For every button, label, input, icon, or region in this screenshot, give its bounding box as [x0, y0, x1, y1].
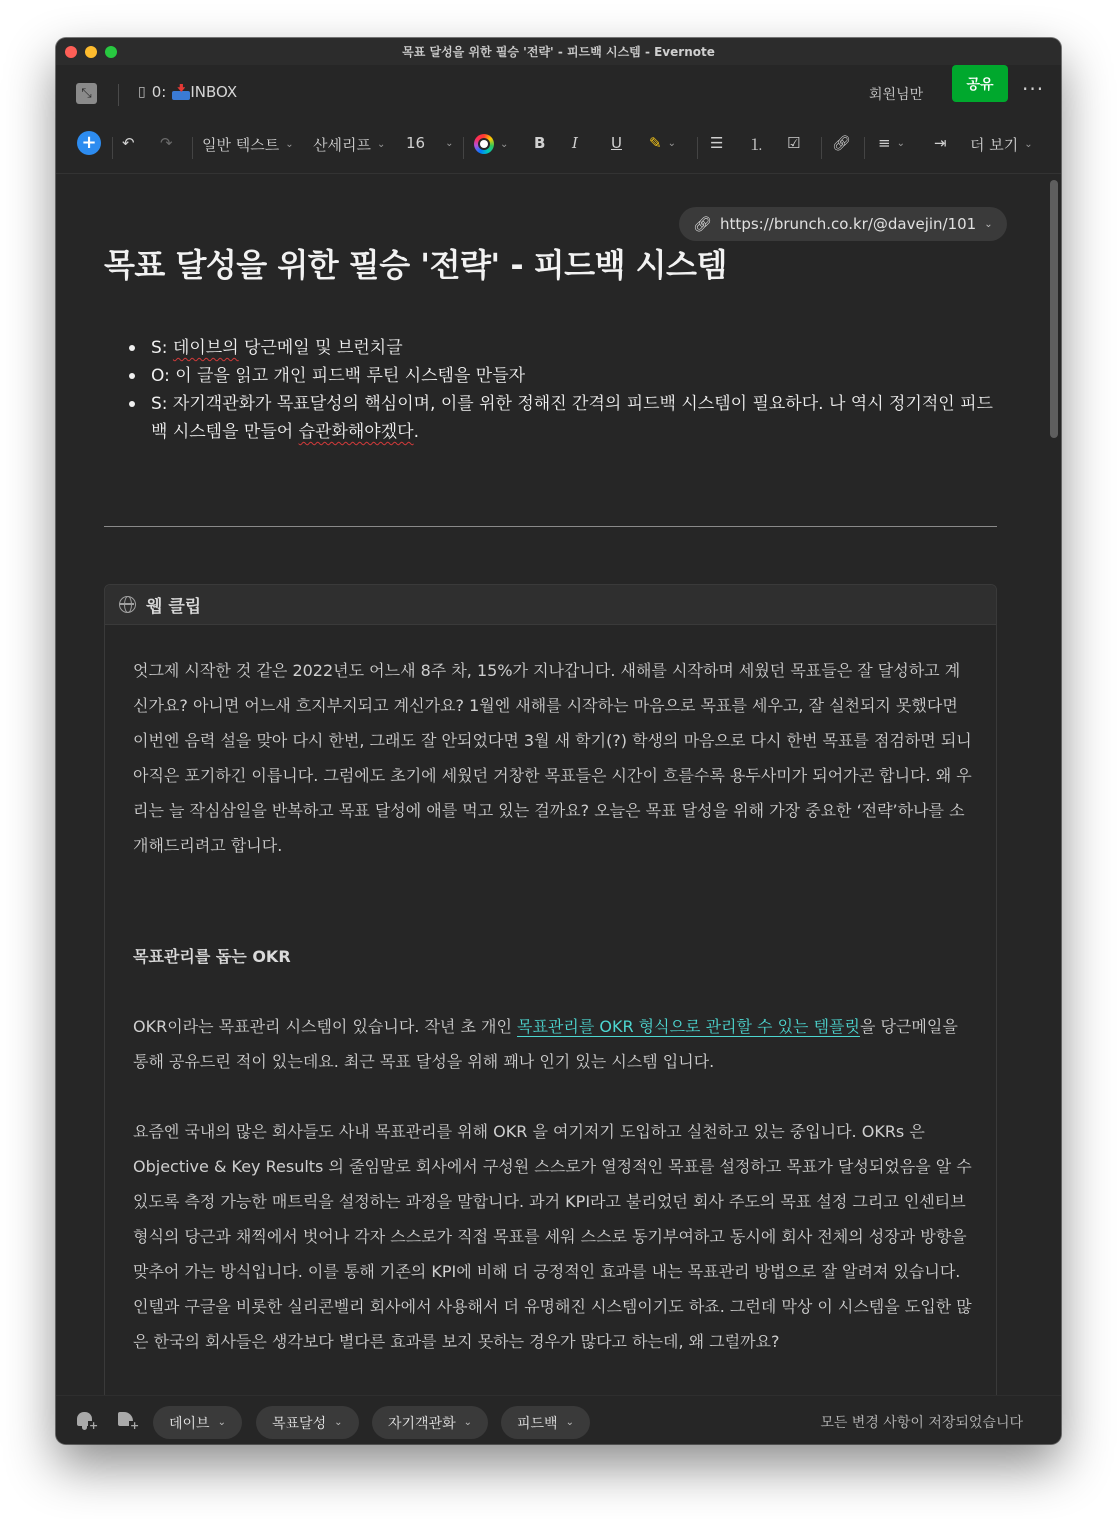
note-title[interactable]: 목표 달성을 위한 필승 '전략' - 피드백 시스템 [104, 246, 727, 284]
web-clip-content[interactable] [105, 625, 996, 1359]
checklist-icon[interactable]: ☑ [787, 134, 801, 152]
text-style-dropdown[interactable] [202, 134, 294, 155]
editor-scrollbar[interactable] [1050, 180, 1058, 438]
list-item[interactable] [128, 390, 1008, 446]
bold-icon[interactable]: B [534, 134, 546, 152]
note-editor[interactable] [56, 174, 1061, 1395]
indent-icon[interactable]: ⇥ [934, 134, 947, 152]
spacer [133, 1079, 972, 1114]
share-button[interactable]: 공유 [952, 65, 1008, 102]
chevron-down-icon: ⌄ [984, 218, 993, 230]
list-text: . [413, 422, 419, 442]
chevron-down-icon: ⌄ [500, 138, 509, 150]
summary-list [128, 334, 1008, 446]
tag-chip[interactable] [256, 1406, 359, 1439]
alignment-picker[interactable] [878, 134, 905, 152]
note-footer [56, 1395, 1061, 1444]
chevron-down-icon: ⌄ [667, 137, 676, 149]
text-style-value: 일반 텍스트 [202, 136, 280, 154]
tag-label: 피드백 [517, 1415, 558, 1432]
chevron-down-icon: ⌄ [285, 139, 294, 150]
close-window-button[interactable] [65, 46, 77, 58]
divider [864, 137, 865, 159]
italic-icon[interactable]: I [572, 134, 578, 152]
add-tag-icon[interactable]: + [116, 1411, 136, 1431]
tag-label: 목표달성 [272, 1415, 327, 1432]
tag-chip[interactable] [153, 1406, 242, 1439]
bullet-list-icon[interactable]: ☰ [710, 134, 724, 152]
title-bar [56, 38, 1061, 65]
globe-icon [119, 596, 136, 613]
divider [112, 137, 113, 159]
paragraph [133, 1009, 972, 1079]
divider [463, 137, 464, 159]
list-text: O: 이 글을 읽고 개인 피드백 루틴 시스템을 만들자 [151, 366, 526, 386]
zoom-window-button[interactable] [105, 46, 117, 58]
redo-icon[interactable]: ↷ [160, 134, 173, 152]
evernote-window [56, 38, 1061, 1444]
source-url: https://brunch.co.kr/@davejin/101 [720, 215, 977, 233]
paragraph: 요즘엔 국내의 많은 회사들도 사내 목표관리를 위해 OKR 을 여기저기 도입하고 실천하고 있는 중입니다. OKRs 은 Objective & Key Results 의 줄임말로 회사에서 구성원 스스로가 열정적인 목표를 설정하고 목표가 달성되었음을 알 수 있도록 측정 가능한 매트릭을 설정하는 과정을 말합니다. 과거 KPI라고 불리었던 회사 주도의 목표 설정 그리고 인센티브 형식의 당근과 채찍에서 벗어나 각자 스스로가 직접 목표를 세워 스스로 동기부여하고 동시에 회사 전체의 성장과 방향을 맞추어 가는 방식입니다. 이를 통해 기존의 KPI에 비해 더 긍정적인 효과를 내는 목표관리 방법으로 잘 알려져 있습니다. 인텔과 구글을 비롯한 실리콘벨리 회사에서 사용해서 더 유명해진 시스템이기도 하죠. 그런데 막상 이 시스템을 도입한 많은 한국의 회사들은 생각보다 별다른 효과를 보지 못하는 경우가 많다고 하는데, 왜 그럴까요? [133, 1122, 972, 1351]
notebook-selector[interactable] [138, 83, 237, 101]
undo-icon[interactable]: ↶ [122, 134, 135, 152]
save-status: 모든 변경 사항이 저장되었습니다 [820, 1415, 1023, 1431]
minimize-window-button[interactable] [85, 46, 97, 58]
misspelled-word: 습관화해야겠다 [298, 422, 414, 442]
divider [821, 137, 822, 159]
notebook-name: INBOX [190, 83, 238, 101]
web-clip-header[interactable] [105, 585, 996, 625]
window-title: 목표 달성을 위한 필승 '전략' - 피드백 시스템 - Evernote [402, 45, 715, 59]
chevron-down-icon: ⌄ [1024, 139, 1033, 150]
more-options-icon[interactable]: ··· [1022, 77, 1045, 101]
chevron-down-icon: ⌄ [565, 1417, 574, 1428]
list-text: S: 자기객관화가 목표달성의 핵심이며, 이를 위한 정해진 간격의 피드백 시스템이 필요하다. 나 역시 정기적인 피드백 시스템을 만들어 [151, 394, 993, 442]
section-heading: 목표관리를 돕는 OKR [133, 947, 291, 966]
font-family-dropdown[interactable] [313, 134, 385, 155]
font-size-value: 16 [406, 134, 426, 152]
paragraph: 엇그제 시작한 것 같은 2022년도 어느새 8주 차, 15%가 지나갑니다. 새해를 시작하며 세웠던 목표들은 잘 달성하고 계신가요? 아니면 어느새 흐지부지되고 계신가요? 1월엔 새해를 시작하는 마음으로 목표를 세우고, 잘 실천되지 못했다면 이번엔 음력 설을 맞아 다시 한번, 그래도 잘 안되었다면 3월 새 학기(?) 학생의 마음으로 다시 한번 목표를 점검하면 되니 아직은 포기하긴 이릅니다. 그럼에도 초기에 세웠던 거창한 목표들은 시간이 흐를수록 용두사미가 되어가곤 합니다. 왜 우리는 늘 작심삼일을 반복하고 목표 달성에 애를 먹고 있는 걸까요? 오늘은 목표 달성을 위해 가장 중요한 ‘전략’하나를 소개해드리려고 합니다. [133, 661, 972, 855]
chevron-down-icon: ⌄ [217, 1417, 226, 1428]
font-family-value: 산세리프 [313, 136, 371, 154]
numbered-list-icon[interactable]: ⒈ [749, 136, 765, 154]
more-formatting-label: 더 보기 [970, 136, 1019, 154]
paragraph-text: 을 당근메일을 통해 공유드린 적이 있는데요. 최근 목표 달성을 위해 꽤나 인기 있는 시스템 입니다. [133, 1017, 958, 1071]
chevron-down-icon: ⌄ [445, 137, 454, 149]
list-text: S: [151, 338, 173, 358]
spacer [133, 974, 972, 1009]
spacer [133, 863, 972, 939]
web-clip-label: 웹 클립 [146, 597, 202, 617]
notebook-prefix: 0: [151, 83, 167, 101]
color-wheel-icon [474, 134, 494, 154]
inbox-emoji-icon [172, 84, 190, 100]
list-item[interactable] [128, 362, 1008, 390]
web-clip-block [104, 584, 997, 1395]
add-reminder-icon[interactable]: + [75, 1411, 95, 1431]
misspelled-word: 데이브의 [172, 338, 239, 358]
tag-label: 자기객관화 [388, 1415, 456, 1432]
tag-label: 데이브 [169, 1415, 210, 1432]
template-link[interactable]: 목표관리를 OKR 형식으로 관리할 수 있는 템플릿 [517, 1017, 860, 1036]
note-top-bar [56, 65, 1061, 120]
divider [697, 137, 698, 159]
chevron-down-icon: ⌄ [376, 139, 386, 150]
horizontal-rule [104, 526, 997, 527]
source-url-button[interactable] [679, 207, 1007, 241]
notebook-icon: ▯ [138, 84, 146, 100]
underline-icon[interactable]: U [611, 134, 622, 152]
window-controls [65, 46, 117, 58]
collapse-sidebar-icon[interactable]: ⤡ [76, 83, 97, 104]
access-level[interactable]: 회원님만 [869, 87, 924, 103]
chevron-down-icon: ⌄ [463, 1417, 473, 1428]
chevron-down-icon: ⌄ [896, 137, 905, 149]
formatting-toolbar [56, 120, 1061, 174]
link-icon[interactable]: 🔗︎ [832, 134, 852, 152]
font-color-picker[interactable] [474, 134, 508, 154]
list-item[interactable] [128, 334, 1008, 362]
insert-plus-icon[interactable]: + [77, 131, 101, 155]
highlight-picker[interactable] [649, 134, 676, 152]
tag-chip[interactable] [501, 1406, 590, 1439]
chevron-down-icon: ⌄ [334, 1417, 343, 1428]
highlighter-icon: ✎ [649, 134, 662, 152]
tag-chip[interactable] [372, 1406, 488, 1439]
align-left-icon: ≡ [878, 134, 891, 152]
divider [192, 137, 193, 159]
font-size-dropdown[interactable] [406, 134, 453, 152]
link-icon: 🔗︎ [693, 215, 713, 233]
list-text: 당근메일 및 브런치글 [238, 338, 403, 358]
divider [118, 84, 119, 106]
paragraph-text: OKR이라는 목표관리 시스템이 있습니다. 작년 초 개인 [133, 1017, 518, 1036]
more-formatting-dropdown[interactable] [970, 134, 1033, 155]
